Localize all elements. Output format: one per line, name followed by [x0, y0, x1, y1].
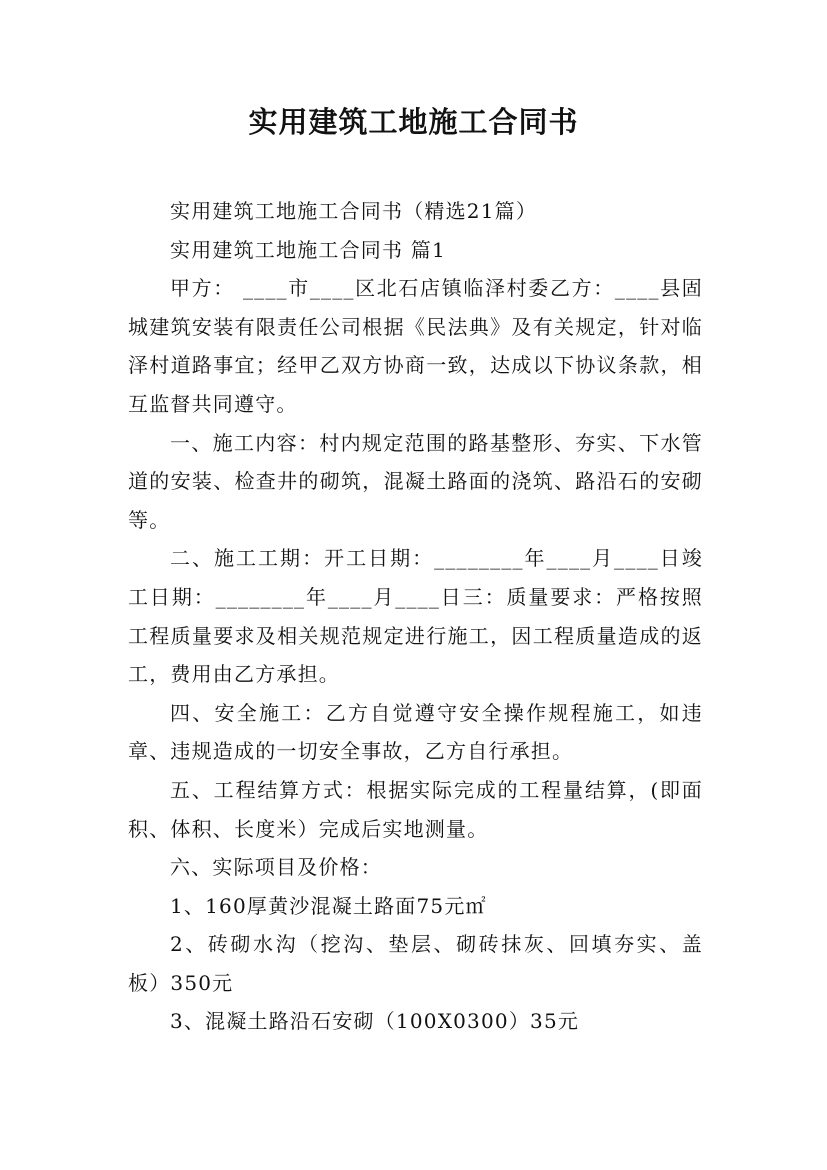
paragraph-clause-4: 四、安全施工：乙方自觉遵守安全操作规程施工，如违章、违规造成的一切安全事故，乙方自行承担。: [128, 700, 703, 764]
paragraph-subtitle: 实用建筑工地施工合同书（精选21篇）: [170, 199, 538, 223]
paragraph-clause-5: 五、工程结算方式：根据实际完成的工程量结算，(即面积、体积、长度米）完成后实地测量。: [128, 777, 703, 841]
document-body: [128, 192, 703, 1041]
paragraph-item-2: 2、砖砌水沟（挖沟、垫层、砌砖抹灰、回填夯实、盖板）350元: [128, 932, 703, 995]
paragraph-parties: 甲方： ____市____区北石店镇临泽村委乙方：____县固城建筑安装有限责任公司根据《民法典》及有关规定，针对临泽村道路事宜；经甲乙双方协商一致，达成以下协议条款，相互监督共同遵守。: [128, 276, 703, 416]
paragraph-clause-1: 一、施工内容：村内规定范围的路基整形、夯实、下水管道的安装、检查井的砌筑，混凝土路面的浇筑、路沿石的安砌等。: [128, 430, 703, 532]
paragraph-item-1: 1、160厚黄沙混凝土路面75元㎡: [170, 893, 487, 918]
document-title: 实用建筑工地施工合同书: [248, 105, 579, 139]
paragraph-item-3: 3、混凝土路沿石安砌（100X0300）35元: [170, 1009, 580, 1034]
paragraph-clause-6: 六、实际项目及价格：: [170, 855, 382, 880]
paragraph-clause-2-3: 二、施工工期：开工日期：________年____月____日竣工日期：________年____月____日三：质量要求：严格按照工程质量要求及相关规范规定进行施工，因工程质量造成的返工，费用由乙方承担。: [128, 546, 703, 687]
paragraph-section-heading: 实用建筑工地施工合同书 篇1: [170, 237, 446, 262]
